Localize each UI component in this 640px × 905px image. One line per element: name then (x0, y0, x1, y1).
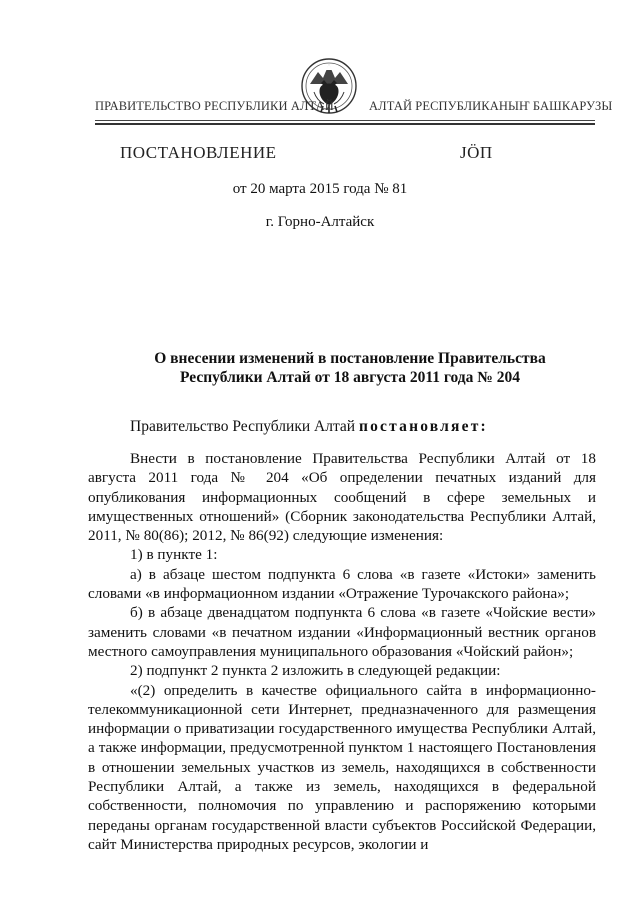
body-paragraph: 1) в пункте 1: (130, 546, 218, 564)
document-body (88, 449, 596, 854)
body-paragraph: 2) подпункт 2 пункта 2 изложить в следующей редакции: (130, 662, 501, 680)
preamble-action: постановляет: (358, 418, 488, 435)
document-type: ПОСТАНОВЛЕНИЕ (120, 143, 277, 162)
preamble (130, 418, 488, 436)
preamble-lead: Правительство Республики Алтай (130, 418, 359, 435)
header-divider-thick (95, 123, 595, 125)
body-paragraph: Внести в постановление Правительства Республики Алтай от 18 августа 2011 года № 204 «Об определении печатных изданий для опубликования информационных сообщений в сфере земельных и имущественных отношений» (Сборник законодательства Республики Алтай, 2011, № 80(86); 2012, № 86(92) следующие изменения: (88, 450, 596, 545)
header-divider-thin (95, 120, 595, 121)
document-title (140, 349, 560, 387)
org-name-altai: АЛТАЙ РЕСПУБЛИКАНЫҤ БАШКАРУЗЫ (369, 99, 613, 113)
body-paragraph: б) в абзаце двенадцатом подпункта 6 слова «в газете «Чойские вести» заменить словами «в печатном издании «Информационный вестник органов местного самоуправления муниципального образования «Чойский район»; (88, 604, 596, 660)
document-type-altai: JÖП (460, 143, 493, 162)
body-paragraph: «(2) определить в качестве официального сайта в информационно-телекоммуникационной сети Интернет, предназначенного для размещения информации о приватизации государственного имущества Республики Алтай, а также информации, предусмотренной пунктом 1 настоящего Постановления в отношении земельных участков из земель, находящихся в собственности Республики Алтай, а также из земель, находящихся в федеральной собственности, полномочия по управлению и распоряжению которыми переданы органам государственной власти субъектов Российской Федерации, сайт Министерства природных ресурсов, экологии и (88, 681, 596, 853)
document-place: г. Горно-Алтайск (265, 214, 375, 230)
org-name-russian: ПРАВИТЕЛЬСТВО РЕСПУБЛИКИ АЛТАЙ (95, 99, 334, 113)
document-title-line-2: Республики Алтай от 18 августа 2011 года № 204 (180, 369, 520, 386)
body-paragraph: а) в абзаце шестом подпункта 6 слова «в газете «Истоки» заменить словами «в информационном издании «Отражение Турочакского района»; (88, 565, 596, 603)
document-title-line-1: О внесении изменений в постановление Правительства (154, 350, 546, 367)
document-date: от 20 марта 2015 года № 81 (232, 181, 408, 197)
